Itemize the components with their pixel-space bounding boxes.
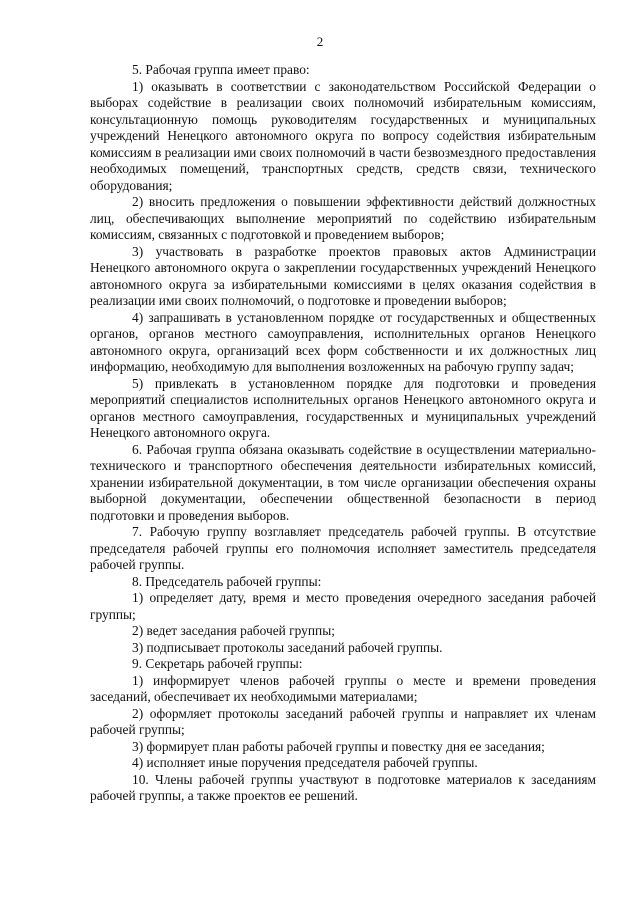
- paragraph-9-item-2: 2) оформляет протоколы заседаний рабочей группы и направляет их членам рабочей группы;: [90, 705, 596, 737]
- paragraph-5-heading: 5. Рабочая группа имеет право:: [132, 62, 310, 77]
- document-body: [90, 62, 596, 805]
- paragraph-9-item-3: 3) формирует план работы рабочей группы и повестку дня ее заседания;: [132, 738, 545, 754]
- paragraph-10: 10. Члены рабочей группы участвуют в подготовке материалов к заседаниям рабочей группы, а также проектов ее решений.: [90, 771, 596, 803]
- paragraph-9-heading: 9. Секретарь рабочей группы:: [132, 656, 303, 671]
- paragraph-8-heading: 8. Председатель рабочей группы:: [132, 573, 322, 589]
- paragraph-5-item-2: 2) вносить предложения о повышении эффективности действий должностных лиц, обеспечивающих выполнение мероприятий по содействию избирательным комиссиям, связанных с подготовкой и проведением выборов;: [90, 194, 596, 242]
- paragraph-6: 6. Рабочая группа обязана оказывать содействие в осуществлении материально-технического и транспортного обеспечения деятельности избирательных комиссий, хранении избирательной документации, в том числе организации обеспечения охраны выборной документации, обеспечении общественной безопасности в период подготовки и проведения выборов.: [90, 441, 596, 523]
- paragraph-8-item-2: 2) ведет заседания рабочей группы;: [132, 623, 335, 638]
- paragraph-8-item-3: 3) подписывает протоколы заседаний рабочей группы.: [132, 639, 443, 655]
- paragraph-5-item-1: 1) оказывать в соответствии с законодательством Российской Федерации о выборах содействие в реализации своих полномочий избирательным комиссиям, консультационную помощь руководителям государственных и муниципальных учреждений Ненецкого автономного округа по вопросу содействия избирательным комиссиям в реализации ими своих полномочий в части безвозмездного предоставления необходимых помещений, транспортных средств, средств связи, технического оборудования;: [90, 78, 596, 193]
- paragraph-5-item-3: 3) участвовать в разработке проектов правовых актов Администрации Ненецкого автономного округа о закреплении государственных учреждений Ненецкого автономного округа за избирательными комиссиями в целях оказания содействия в реализации ими своих полномочий, о подготовке и проведении выборов;: [90, 243, 596, 308]
- paragraph-9-item-4: 4) исполняет иные поручения председателя рабочей группы.: [132, 755, 478, 770]
- paragraph-5-item-5: 5) привлекать в установленном порядке для подготовки и проведения мероприятий специалистов исполнительных органов Ненецкого автономного округа и органов местного самоуправления, государственных и муниципальных учреждений Ненецкого автономного округа.: [90, 375, 596, 440]
- page-number: 2: [316, 34, 324, 49]
- paragraph-5-item-4: 4) запрашивать в установленном порядке от государственных и общественных органов, органов местного самоуправления, исполнительных органов Ненецкого автономного округа, организаций всех форм собственности и их должностных лиц информацию, необходимую для выполнения возложенных на рабочую группу задач;: [90, 309, 596, 374]
- paragraph-7: 7. Рабочую группу возглавляет председатель рабочей группы. В отсутствие председателя рабочей группы его полномочия исполняет заместитель председателя рабочей группы.: [90, 524, 596, 572]
- paragraph-9-item-1: 1) информирует членов рабочей группы о месте и времени проведения заседаний, обеспечивает их необходимыми материалами;: [90, 672, 596, 704]
- paragraph-8-item-1: 1) определяет дату, время и место проведения очередного заседания рабочей группы;: [90, 590, 596, 622]
